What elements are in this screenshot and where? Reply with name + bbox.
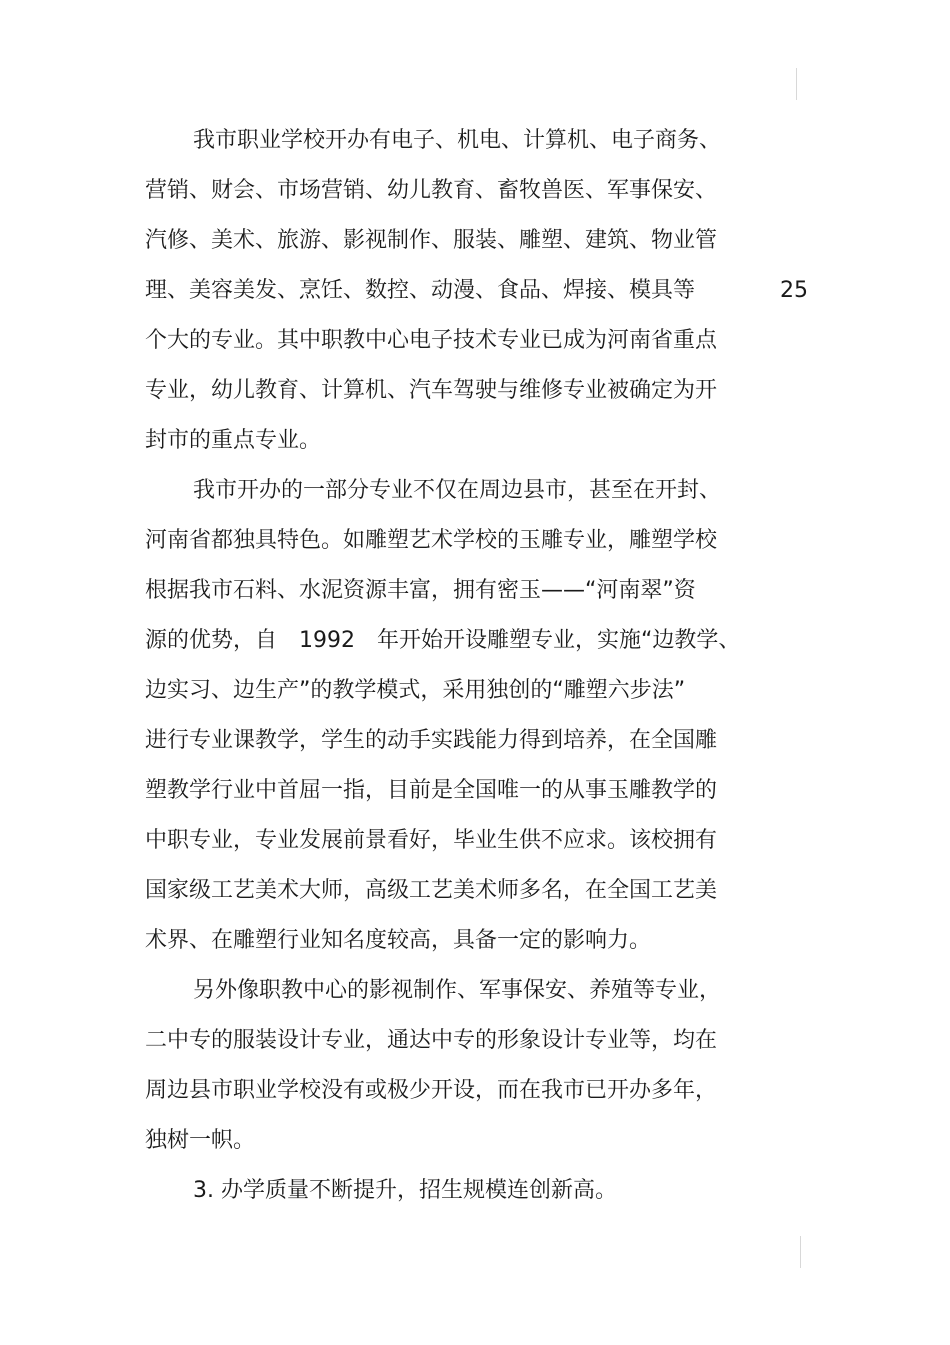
paragraph-2-line-10: 术界、在雕塑行业知名度较高，具备一定的影响力。 — [145, 928, 652, 953]
paragraph-1-line-5: 个大的专业。其中职教中心电子技术专业已成为河南省重点 — [145, 328, 718, 353]
paragraph-3-line-1: 另外像职教中心的影视制作、军事保安、养殖等专业， — [193, 978, 722, 1003]
margin-mark-bottom — [800, 1236, 801, 1268]
margin-mark-top — [796, 68, 797, 100]
paragraph-3-line-3: 周边县市职业学校没有或极少开设，而在我市已开办多年， — [145, 1078, 718, 1103]
paragraph-2-line-5: 边实习、边生产”的教学模式，采用独创的“雕塑六步法” — [145, 678, 686, 703]
paragraph-2-line-9: 国家级工艺美术大师，高级工艺美术师多名，在全国工艺美 — [145, 878, 718, 903]
paragraph-1-line-6: 专业，幼儿教育、计算机、汽车驾驶与维修专业被确定为开 — [145, 378, 718, 403]
paragraph-1-count: 25 — [780, 278, 808, 303]
paragraph-2-line-3: 根据我市石料、水泥资源丰富，拥有密玉——“河南翠”资 — [145, 578, 696, 603]
paragraph-2-line-4: 源的优势，自 1992 年开始开设雕塑专业，实施“边教学、 — [145, 628, 741, 653]
section-heading: 3. 办学质量不断提升，招生规模连创新高。 — [193, 1178, 617, 1203]
paragraph-1-line-4: 理、美容美发、烹饪、数控、动漫、食品、焊接、模具等 — [145, 278, 696, 303]
paragraph-2-line-8: 中职专业，专业发展前景看好，毕业生供不应求。该校拥有 — [145, 828, 718, 853]
paragraph-2-line-1: 我市开办的一部分专业不仅在周边县市，甚至在开封、 — [193, 478, 722, 503]
paragraph-2-line-7: 塑教学行业中首屈一指，目前是全国唯一的从事玉雕教学的 — [145, 778, 718, 803]
paragraph-1-line-3: 汽修、美术、旅游、影视制作、服装、雕塑、建筑、物业管 — [145, 228, 718, 253]
paragraph-1-line-1: 我市职业学校开办有电子、机电、计算机、电子商务、 — [193, 128, 722, 153]
paragraph-3-line-2: 二中专的服装设计专业，通达中专的形象设计专业等，均在 — [145, 1028, 718, 1053]
paragraph-1-line-7: 封市的重点专业。 — [145, 428, 322, 453]
paragraph-1-line-2: 营销、财会、市场营销、幼儿教育、畜牧兽医、军事保安、 — [145, 178, 718, 203]
paragraph-2-line-2: 河南省都独具特色。如雕塑艺术学校的玉雕专业，雕塑学校 — [145, 528, 718, 553]
paragraph-2-line-6: 进行专业课教学，学生的动手实践能力得到培养，在全国雕 — [145, 728, 718, 753]
paragraph-3-line-4: 独树一帜。 — [145, 1128, 256, 1153]
